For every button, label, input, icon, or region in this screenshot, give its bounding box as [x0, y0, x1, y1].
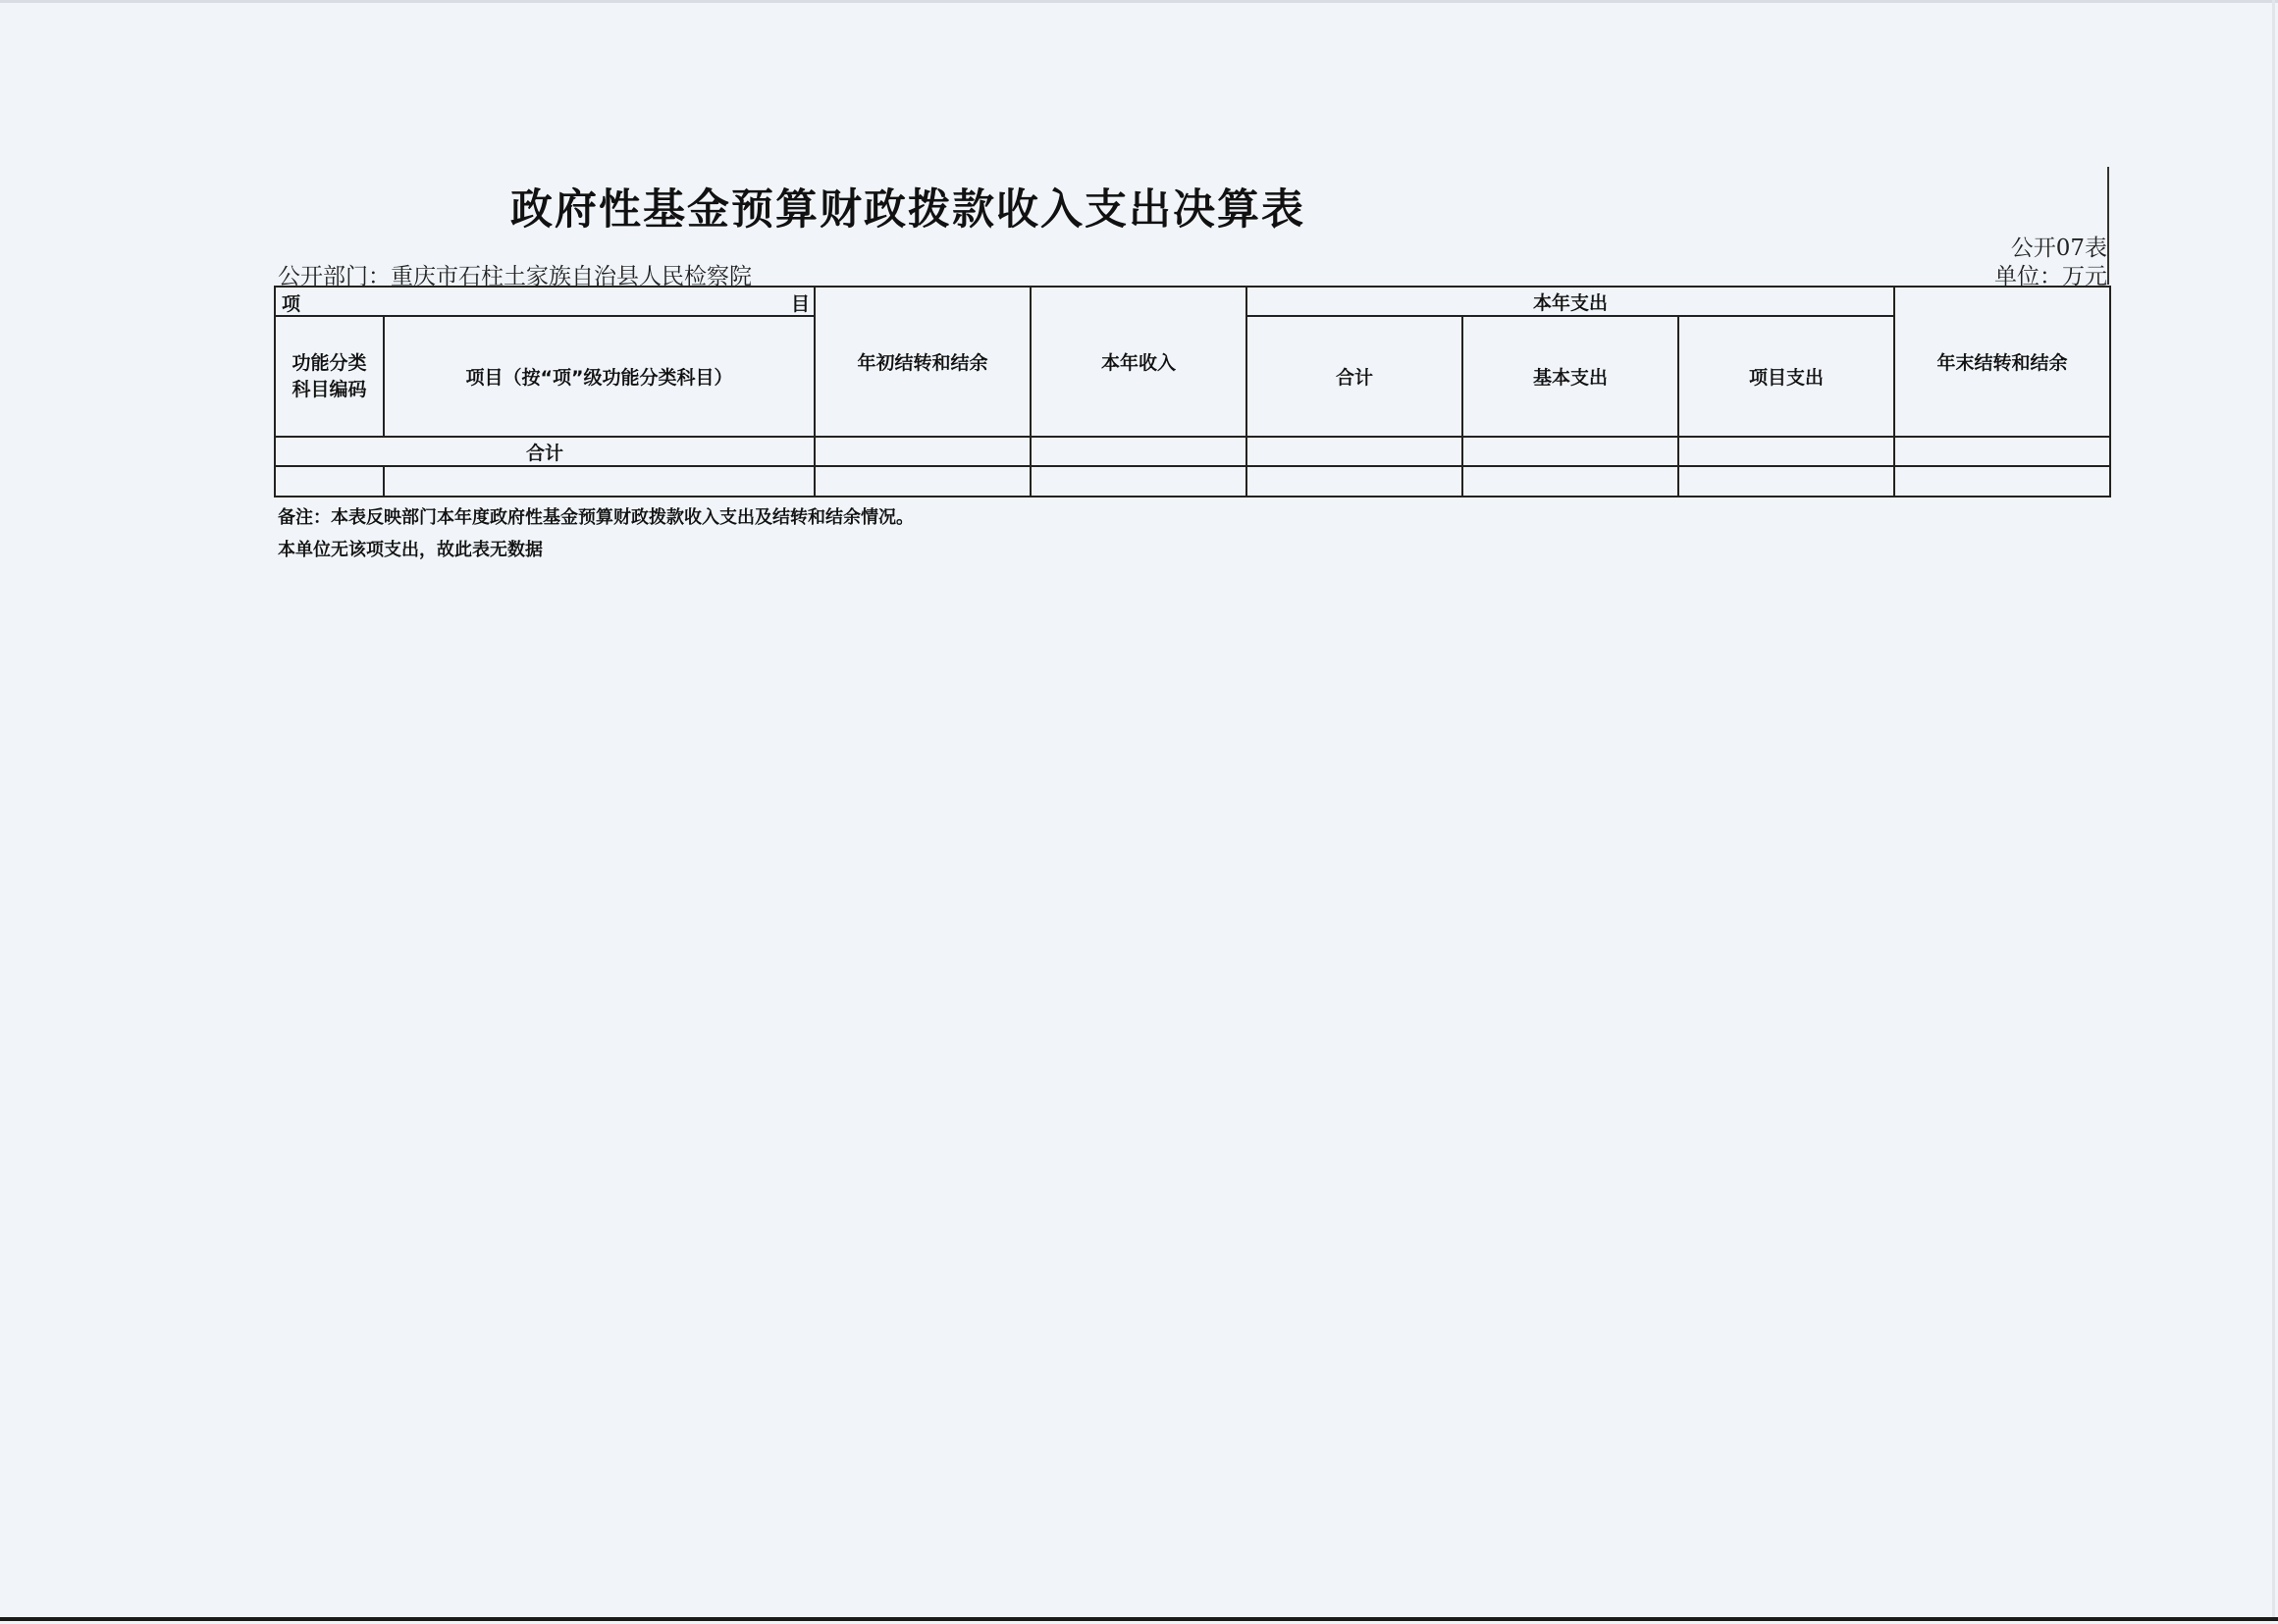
header-function-code-line2: 科目编码	[291, 378, 367, 400]
header-begin-balance: 年初结转和结余	[815, 287, 1031, 437]
header-mu: 目	[790, 293, 810, 315]
scan-edge-right	[2272, 0, 2275, 1619]
empty-end	[1894, 466, 2110, 497]
header-expense-project: 项目支出	[1678, 316, 1894, 437]
header-current-income: 本年收入	[1031, 287, 1246, 437]
budget-table	[274, 286, 2111, 498]
header-expense-basic: 基本支出	[1462, 316, 1678, 437]
empty-exp-project	[1678, 466, 1894, 497]
total-end	[1894, 437, 2110, 466]
empty-row	[275, 466, 2110, 497]
empty-item	[384, 466, 815, 497]
form-number: 公开07表	[2010, 236, 2107, 261]
no-data-note: 本单位无该项支出，故此表无数据	[278, 540, 543, 560]
header-current-expense: 本年支出	[1246, 287, 1894, 316]
empty-code	[275, 466, 384, 497]
header-function-code	[275, 316, 384, 437]
empty-exp-total	[1246, 466, 1462, 497]
total-label: 合计	[275, 437, 815, 466]
header-xiang-mu	[275, 287, 815, 316]
total-income	[1031, 437, 1246, 466]
remark-note: 备注：本表反映部门本年度政府性基金预算财政拨款收入支出及结转和结余情况。	[278, 507, 914, 528]
total-begin	[815, 437, 1031, 466]
header-item: 项目（按“项”级功能分类科目）	[384, 316, 815, 437]
scan-edge-bottom	[0, 1617, 2278, 1621]
header-end-balance: 年末结转和结余	[1894, 287, 2110, 437]
total-exp-project	[1678, 437, 1894, 466]
total-row	[275, 437, 2110, 466]
header-function-code-line1: 功能分类	[291, 351, 367, 374]
empty-income	[1031, 466, 1246, 497]
header-expense-total: 合计	[1246, 316, 1462, 437]
department-label: 公开部门：重庆市石柱土家族自治县人民检察院	[278, 264, 752, 289]
right-margin-line	[2107, 167, 2109, 285]
empty-begin	[815, 466, 1031, 497]
header-xiang: 项	[282, 293, 301, 315]
total-exp-total	[1246, 437, 1462, 466]
unit-label: 单位：万元	[1994, 264, 2107, 289]
empty-exp-basic	[1462, 466, 1678, 497]
scan-edge-top	[0, 0, 2278, 3]
header-row-1	[275, 287, 2110, 316]
total-exp-basic	[1462, 437, 1678, 466]
page-title: 政府性基金预算财政拨款收入支出决算表	[510, 185, 1305, 235]
